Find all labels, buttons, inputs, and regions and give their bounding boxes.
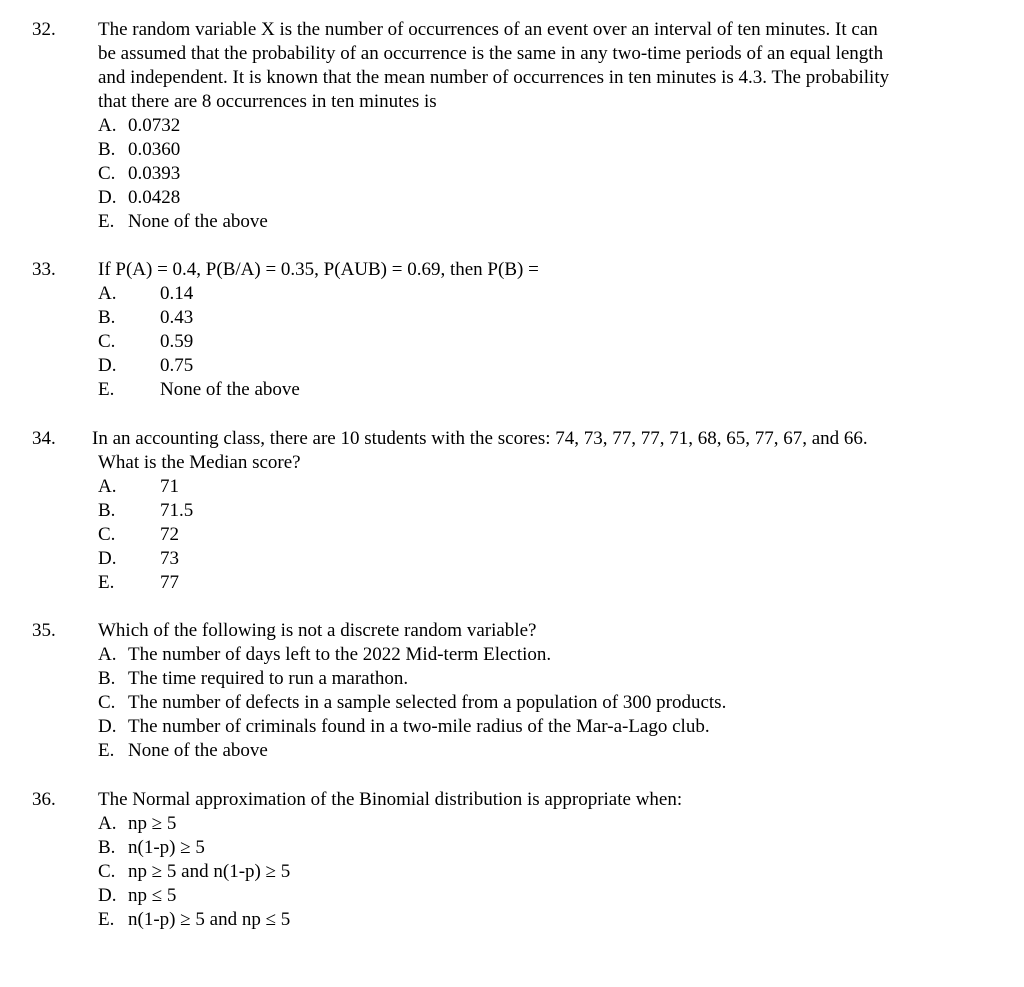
- option-text: 0.75: [160, 355, 194, 376]
- option-b[interactable]: [98, 306, 300, 330]
- option-text: 0.43: [160, 307, 194, 328]
- answer-options: [98, 643, 726, 763]
- option-c[interactable]: [98, 860, 290, 884]
- option-letter: D.: [98, 716, 117, 737]
- option-text: 73: [160, 548, 179, 569]
- option-c[interactable]: [98, 330, 300, 354]
- option-e[interactable]: [98, 908, 290, 932]
- option-text: 71: [160, 476, 179, 497]
- question-number: 35.: [32, 620, 56, 641]
- option-text: 0.59: [160, 331, 194, 352]
- option-text: 71.5: [160, 500, 194, 521]
- option-c[interactable]: [98, 691, 726, 715]
- option-text: np ≥ 5: [128, 813, 177, 834]
- option-letter: A.: [98, 644, 117, 665]
- option-letter: D.: [98, 885, 117, 906]
- option-e[interactable]: [98, 739, 726, 763]
- option-text: None of the above: [128, 211, 268, 232]
- option-e[interactable]: [98, 571, 193, 595]
- option-letter: E.: [98, 909, 115, 930]
- option-letter: E.: [98, 572, 115, 593]
- answer-options: [98, 114, 268, 234]
- option-c[interactable]: [98, 162, 268, 186]
- option-d[interactable]: [98, 186, 268, 210]
- option-a[interactable]: [98, 282, 300, 306]
- option-text: The number of defects in a sample selected from a population of 300 products.: [128, 692, 727, 713]
- option-letter: A.: [98, 813, 117, 834]
- question-stem: [98, 619, 998, 643]
- stem-line: If P(A) = 0.4, P(B/A) = 0.35, P(AUB) = 0.69, then P(B) =: [98, 259, 539, 280]
- option-text: None of the above: [160, 379, 300, 400]
- stem-line: What is the Median score?: [98, 452, 301, 473]
- question-stem: [98, 788, 998, 812]
- option-letter: A.: [98, 115, 117, 136]
- option-text: 77: [160, 572, 179, 593]
- option-letter: D.: [98, 548, 117, 569]
- option-letter: D.: [98, 355, 117, 376]
- option-a[interactable]: [98, 475, 193, 499]
- option-letter: C.: [98, 861, 116, 882]
- option-b[interactable]: [98, 499, 193, 523]
- option-letter: C.: [98, 331, 116, 352]
- option-a[interactable]: [98, 114, 268, 138]
- option-b[interactable]: [98, 667, 726, 691]
- option-d[interactable]: [98, 715, 726, 739]
- question-number: 33.: [32, 259, 56, 280]
- option-letter: E.: [98, 211, 115, 232]
- option-d[interactable]: [98, 547, 193, 571]
- question-stem: [92, 427, 992, 475]
- option-text: 0.0393: [128, 163, 181, 184]
- option-letter: A.: [98, 283, 117, 304]
- option-e[interactable]: [98, 378, 300, 402]
- answer-options: [98, 812, 290, 932]
- stem-line: The Normal approximation of the Binomial distribution is appropriate when:: [98, 789, 683, 810]
- option-letter: B.: [98, 500, 116, 521]
- option-text: n(1-p) ≥ 5 and np ≤ 5: [128, 909, 291, 930]
- question-stem: [98, 18, 998, 114]
- option-b[interactable]: [98, 138, 268, 162]
- option-text: np ≤ 5: [128, 885, 177, 906]
- option-text: n(1-p) ≥ 5: [128, 837, 205, 858]
- option-letter: C.: [98, 524, 116, 545]
- option-text: The number of criminals found in a two-mile radius of the Mar-a-Lago club.: [128, 716, 710, 737]
- option-text: The number of days left to the 2022 Mid-term Election.: [128, 644, 552, 665]
- option-d[interactable]: [98, 884, 290, 908]
- option-d[interactable]: [98, 354, 300, 378]
- option-c[interactable]: [98, 523, 193, 547]
- question-stem: [98, 258, 998, 282]
- option-text: np ≥ 5 and n(1-p) ≥ 5: [128, 861, 291, 882]
- option-letter: B.: [98, 837, 116, 858]
- question-number: 34.: [32, 428, 56, 449]
- option-letter: D.: [98, 187, 117, 208]
- option-text: 0.14: [160, 283, 194, 304]
- option-letter: A.: [98, 476, 117, 497]
- stem-line: The random variable X is the number of occurrences of an event over an interval of ten minutes. It can: [98, 19, 878, 40]
- option-e[interactable]: [98, 210, 268, 234]
- option-letter: C.: [98, 163, 116, 184]
- stem-line: be assumed that the probability of an occurrence is the same in any two-time periods of an equal length: [98, 43, 884, 64]
- option-a[interactable]: [98, 812, 290, 836]
- option-letter: E.: [98, 379, 115, 400]
- option-letter: C.: [98, 692, 116, 713]
- option-b[interactable]: [98, 836, 290, 860]
- answer-options: [98, 475, 193, 595]
- option-letter: B.: [98, 139, 116, 160]
- option-letter: B.: [98, 307, 116, 328]
- option-text: The time required to run a marathon.: [128, 668, 409, 689]
- question-number: 32.: [32, 19, 56, 40]
- stem-line: In an accounting class, there are 10 students with the scores: 74, 73, 77, 77, 71, 68, 65, 77, 67, and 66.: [92, 428, 868, 449]
- option-text: 0.0428: [128, 187, 181, 208]
- option-text: 0.0360: [128, 139, 181, 160]
- option-text: 0.0732: [128, 115, 181, 136]
- option-letter: B.: [98, 668, 116, 689]
- option-text: 72: [160, 524, 179, 545]
- question-number: 36.: [32, 789, 56, 810]
- option-text: None of the above: [128, 740, 268, 761]
- stem-line: that there are 8 occurrences in ten minutes is: [98, 91, 437, 112]
- option-a[interactable]: [98, 643, 726, 667]
- stem-line: Which of the following is not a discrete random variable?: [98, 620, 537, 641]
- option-letter: E.: [98, 740, 115, 761]
- answer-options: [98, 282, 300, 402]
- stem-line: and independent. It is known that the mean number of occurrences in ten minutes is 4.3. The probability: [98, 67, 890, 88]
